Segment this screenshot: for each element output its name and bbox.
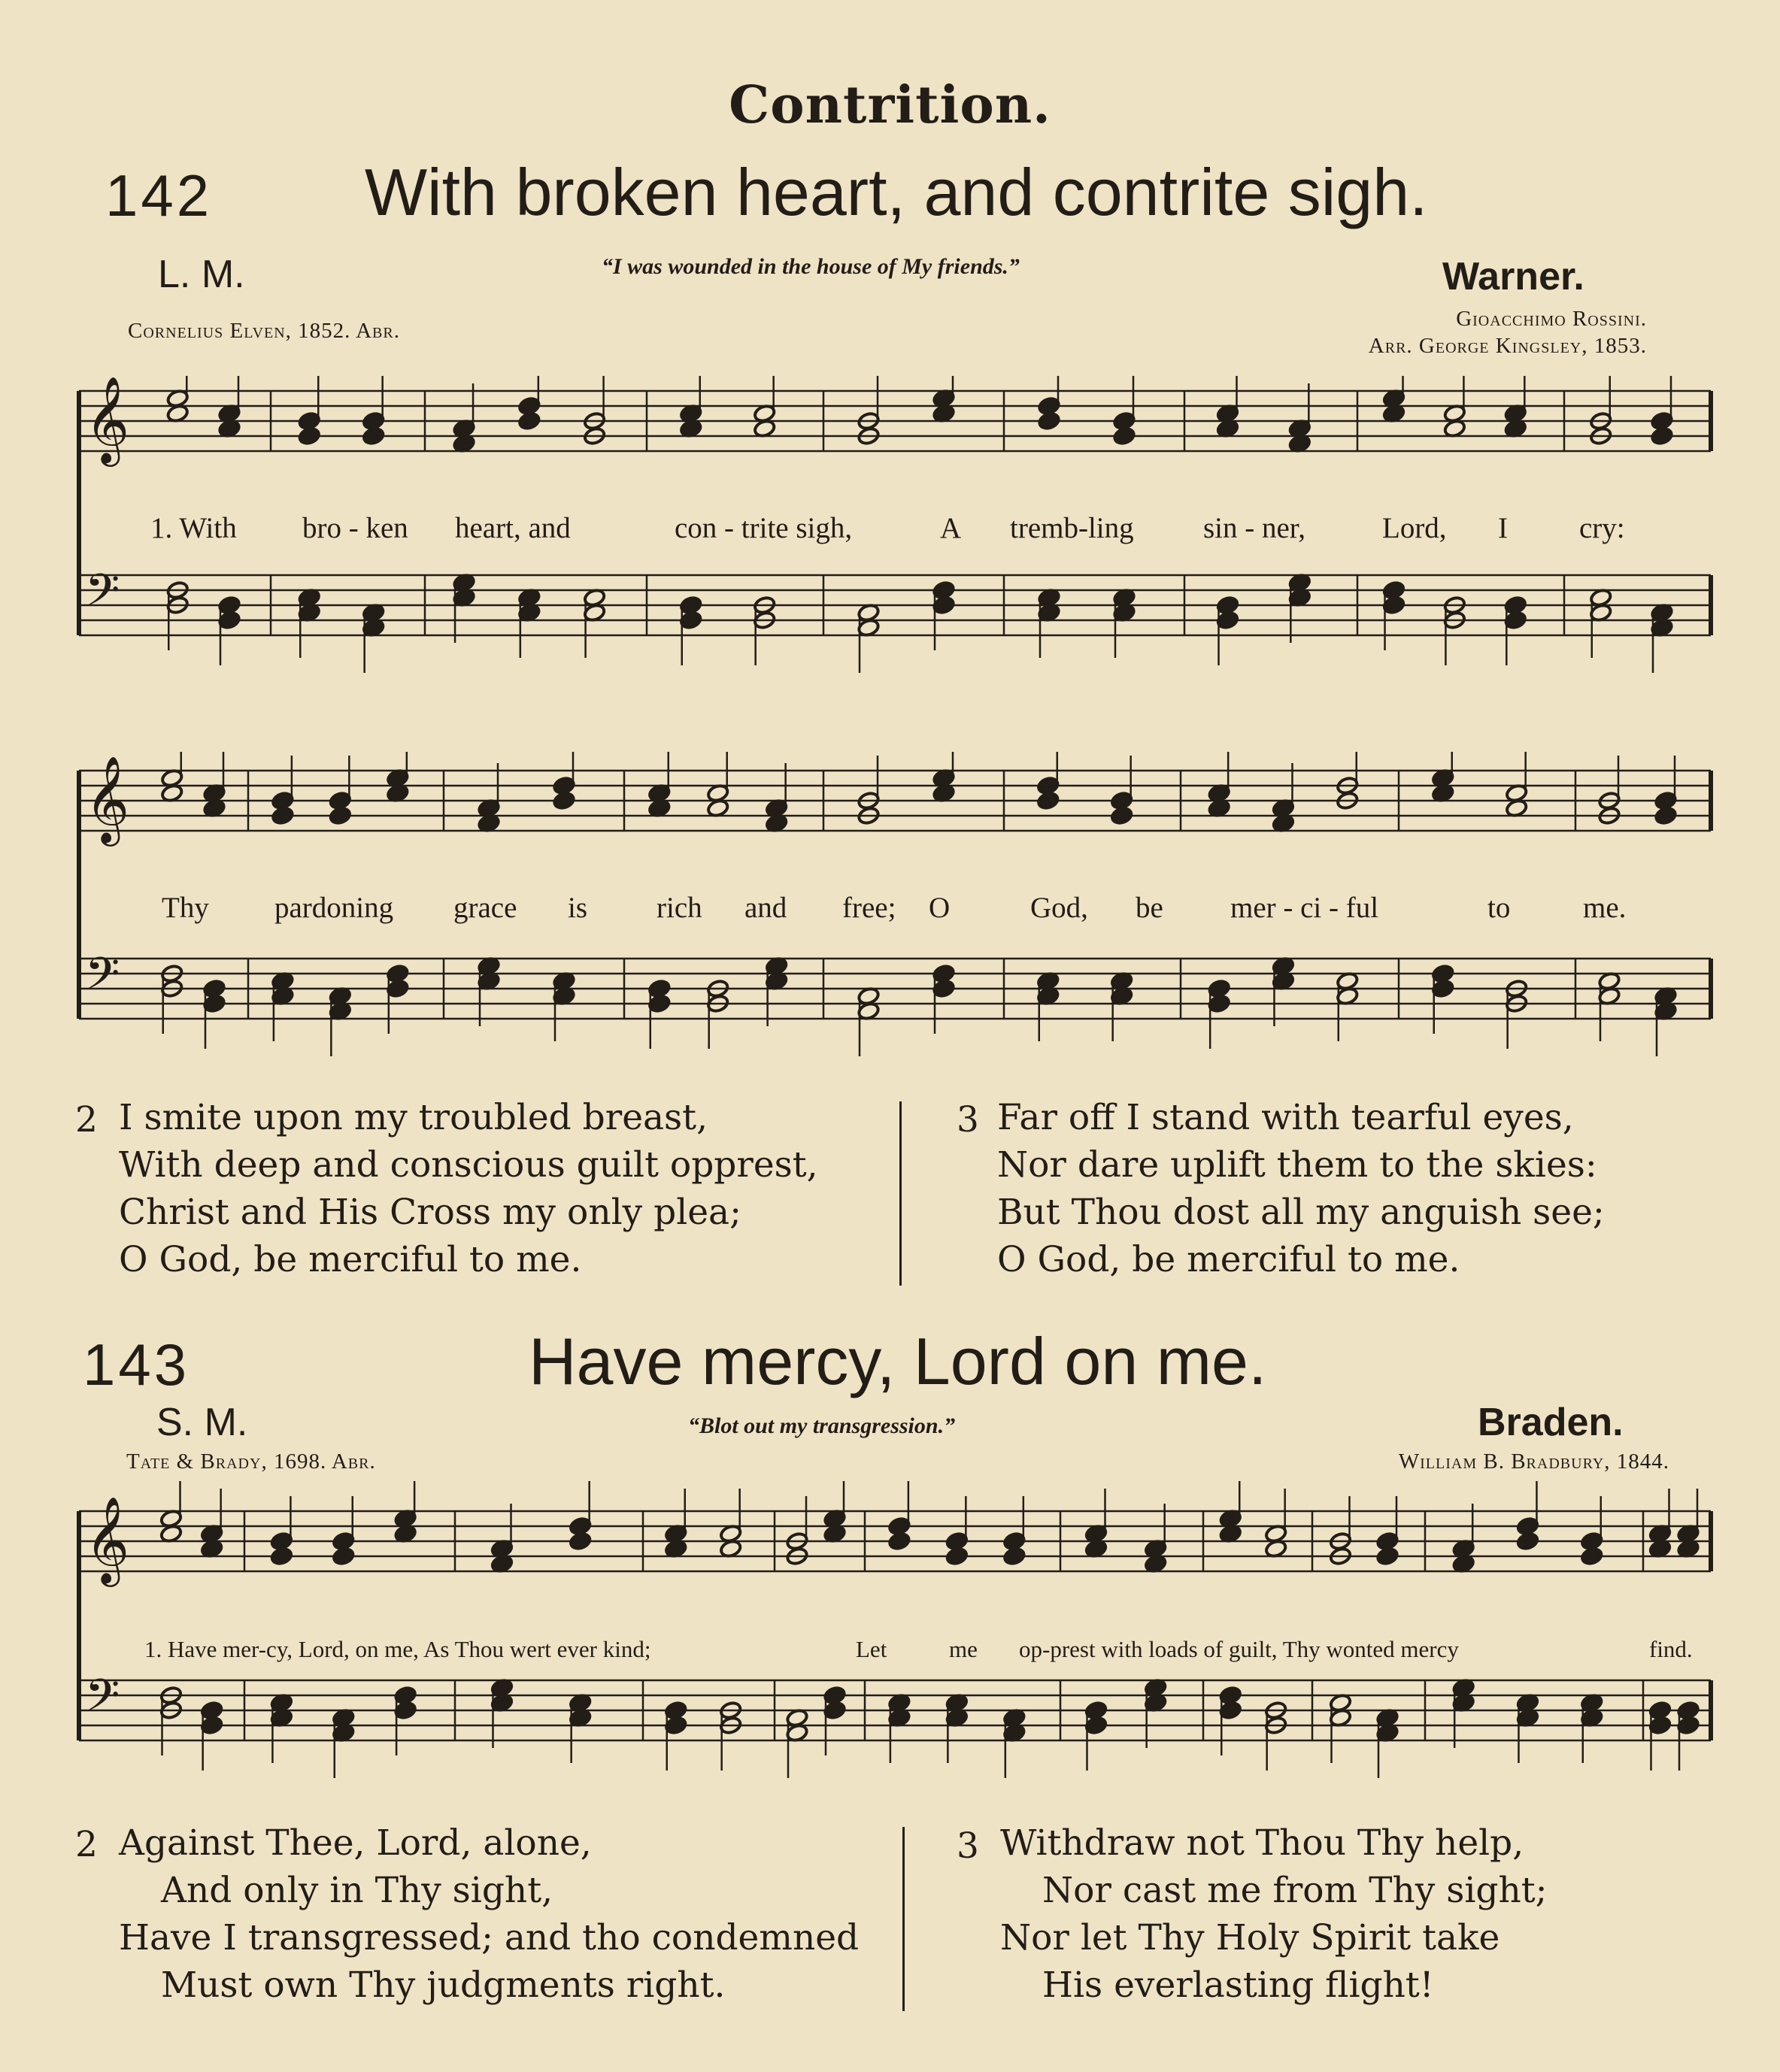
hymn-142-number: 142 [105, 162, 213, 229]
notehead [553, 791, 576, 810]
notehead [1431, 979, 1454, 998]
hymn-143-lyric-1-3: me [949, 1636, 978, 1662]
verse-line: O God, be merciful to me. [119, 1239, 582, 1280]
hymn-142-lyric-2-7: free; [842, 892, 896, 924]
notehead [664, 1716, 687, 1735]
hymn-142-lyric-2-2: pardoning [274, 892, 394, 924]
verse-line: With deep and conscious guilt opprest, [119, 1144, 818, 1186]
notehead [203, 994, 226, 1013]
notehead [394, 1701, 417, 1720]
hymn-142-composer [1278, 307, 1647, 332]
hymn-142-tune: Warner. [1442, 255, 1584, 298]
hymn-142-lyric-2-8: O [929, 892, 951, 924]
verse-line: Withdraw not Thou Thy help, [1000, 1822, 1524, 1864]
hymn-142-lyric-2-4: is [568, 892, 588, 924]
verse-line: Against Thee, Lord, alone, [119, 1822, 592, 1864]
hymn-143-meter: S. M. [156, 1401, 248, 1444]
notehead [1516, 1531, 1539, 1551]
hymn-142-meter: L. M. [158, 253, 245, 296]
treble-clef: 𝄞 [85, 755, 130, 843]
bass-clef: 𝄢 [85, 564, 120, 627]
hymn-142-lyric-1-9: I [1498, 512, 1508, 544]
notehead [1677, 1701, 1700, 1720]
notehead [569, 1531, 592, 1551]
notehead [298, 426, 321, 446]
hymn-142-lyric-1-4: con - trite sigh, [675, 512, 853, 544]
hymn-142-lyric-1-7: sin - ner, [1203, 512, 1305, 544]
section-title: Contrition. [729, 75, 1051, 135]
hymn-142-lyric-1-8: Lord, [1382, 512, 1447, 544]
hymn-142-lyric-2-13: me. [1583, 892, 1627, 924]
verse-line: I smite upon my troubled breast, [119, 1097, 708, 1138]
verse-line: Must own Thy judgments right. [161, 1964, 726, 2006]
notehead [387, 979, 410, 998]
notehead [362, 411, 385, 431]
notehead [1580, 1546, 1603, 1566]
verse-line: Nor cast me from Thy sight; [1042, 1870, 1548, 1911]
notehead [1504, 595, 1527, 615]
verse-line: Nor let Thy Holy Spirit take [1000, 1917, 1500, 1958]
hymn-142-lyric-1-1: 1. With [150, 512, 237, 544]
hymn-143-verse-2 [119, 1819, 859, 2009]
notehead [1038, 411, 1061, 431]
bass-clef: 𝄢 [85, 947, 120, 1010]
hymn-142-score-system-1 [0, 376, 1780, 692]
notehead [647, 994, 671, 1013]
notehead [888, 1531, 911, 1551]
hymn-143-lyric-1-1: 1. Have mer-cy, Lord, on me, As Thou wert ever kind; [144, 1636, 651, 1662]
hymn-142-verse-2 [119, 1094, 818, 1283]
notehead [329, 791, 352, 810]
hymn-142-author: Cornelius Elven, 1852. Abr. [128, 319, 400, 343]
verse-line: O God, be merciful to me. [997, 1239, 1460, 1280]
notehead [271, 806, 295, 825]
verse-line: His everlasting flight! [1042, 1964, 1434, 2006]
notehead [1654, 791, 1678, 810]
notehead [1382, 595, 1406, 615]
notehead [1113, 426, 1136, 446]
notehead [1216, 595, 1239, 615]
notehead [1376, 1531, 1399, 1551]
notehead [945, 1546, 969, 1566]
hymn-142-lyric-2-6: and [744, 892, 787, 924]
hymn-142-lyric-2-11: mer - ci - ful [1230, 892, 1379, 924]
hymn-142-lyric-1-10: cry: [1579, 512, 1625, 544]
notehead [200, 1716, 223, 1735]
treble-clef: 𝄞 [85, 1495, 130, 1583]
notehead [1003, 1531, 1026, 1551]
notehead [1084, 1701, 1108, 1720]
hymn-143-number: 143 [83, 1331, 190, 1398]
hymn-142-arranger [1203, 334, 1647, 359]
hymn-142-lyric-2-9: God, [1030, 892, 1088, 924]
hymn-142-epigraph: “I was wounded in the house of My friends.” [602, 254, 1020, 279]
hymn-143-verse-3 [1000, 1819, 1547, 2009]
bass-clef: 𝄢 [85, 1669, 120, 1732]
notehead [270, 1546, 293, 1566]
hymn-143-composer: William B. Bradbury, 1844. [1398, 1449, 1669, 1474]
notehead [332, 1531, 355, 1551]
verse-divider [902, 1827, 905, 2011]
hymn-142-verse-3 [997, 1094, 1605, 1283]
notehead [218, 610, 241, 630]
hymn-142-lyric-2-1: Thy [162, 892, 209, 924]
hymn-142-lyric-2-12: to [1487, 892, 1511, 924]
notehead [823, 1701, 847, 1720]
notehead [1208, 979, 1231, 998]
notehead [1036, 791, 1060, 810]
notehead [1110, 806, 1133, 825]
hymn-143-lyric-1-5: find. [1649, 1636, 1693, 1662]
hymn-142-composer-line1: Gioacchimo Rossini. [1456, 307, 1647, 331]
hymn-142-lyric-1-3: heart, and [455, 512, 571, 544]
verse-line: And only in Thy sight, [161, 1870, 553, 1911]
verse-line: Far off I stand with tearful eyes, [997, 1097, 1574, 1138]
hymn-142-lyric-2-5: rich [657, 892, 702, 924]
hymn-143-author: Tate & Brady, 1698. Abr. [126, 1449, 376, 1474]
hymn-142-lyric-1-5: A [940, 512, 962, 544]
hymn-143-epigraph: “Blot out my transgression.” [688, 1413, 956, 1438]
hymn-142-lyric-2-3: grace [453, 892, 517, 924]
hymn-143-lyric-1-2: Let [856, 1636, 887, 1662]
notehead [518, 411, 541, 431]
verse-line: Nor dare uplift them to the skies: [997, 1144, 1597, 1186]
notehead [1648, 1716, 1672, 1735]
hymn-142-verse-3-number: 3 [957, 1099, 979, 1141]
hymn-142-lyric-2-10: be [1136, 892, 1163, 924]
hymn-143-title: Have mercy, Lord on me. [529, 1324, 1267, 1398]
verse-line: Christ and His Cross my only plea; [119, 1192, 741, 1233]
verse-line: But Thou dost all my anguish see; [997, 1192, 1605, 1233]
hymn-143-verse-3-number: 3 [957, 1825, 979, 1867]
treble-clef: 𝄞 [85, 376, 130, 463]
hymn-142-lyric-1-2: bro - ken [302, 512, 408, 544]
hymn-143-verse-2-number: 2 [75, 1824, 98, 1865]
notehead [1651, 411, 1674, 431]
hymn-143-lyric-1-4: op-prest with loads of guilt, Thy wonted mercy [1019, 1636, 1459, 1662]
notehead [932, 595, 956, 615]
notehead [1219, 1701, 1242, 1720]
hymn-142-title: With broken heart, and contrite sigh. [365, 155, 1428, 229]
hymn-142-verse-2-number: 2 [75, 1099, 98, 1141]
hymn-143-tune: Braden. [1478, 1401, 1624, 1444]
verse-divider [899, 1101, 902, 1286]
hymn-142-lyric-1-6: tremb-ling [1010, 512, 1134, 544]
hymn-142-composer-line2: Arr. George Kingsley, 1853. [1368, 334, 1647, 358]
verse-line: Have I transgressed; and tho condemned [119, 1917, 860, 1958]
notehead [679, 610, 702, 630]
notehead [932, 979, 956, 998]
